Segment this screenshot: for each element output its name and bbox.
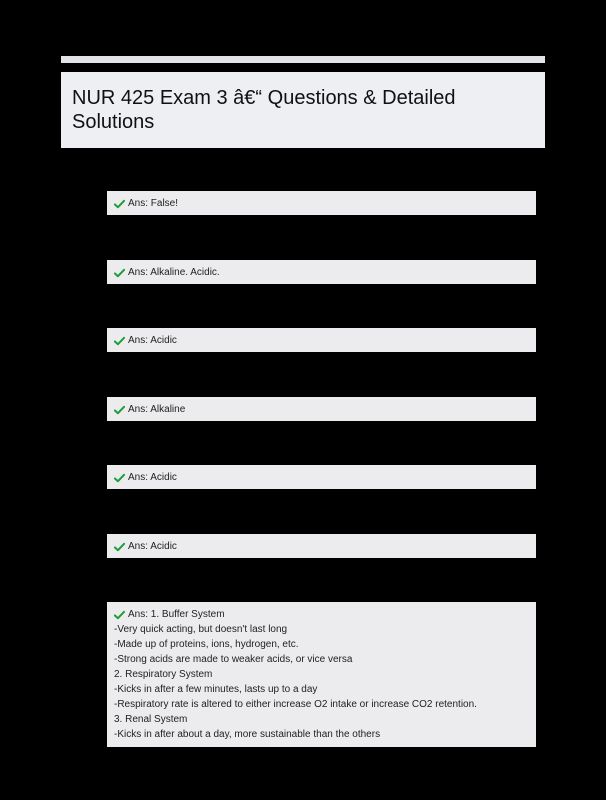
checkmark-icon: [114, 268, 125, 278]
answer-box-2: [107, 260, 536, 284]
answer-label: Ans: Acidic: [128, 472, 177, 483]
checkmark-icon: [114, 542, 125, 552]
header-rule: [61, 56, 545, 63]
answer-box-4: [107, 397, 536, 421]
answer-detail-line: -Kicks in after about a day, more sustainable than the others: [114, 729, 381, 740]
answer-detail-line: -Kicks in after a few minutes, lasts up to a day: [114, 684, 318, 695]
answer-detail-line: -Strong acids are made to weaker acids, or vice versa: [114, 654, 353, 665]
answer-label: Ans: False!: [128, 198, 179, 209]
answer-box-6: [107, 534, 536, 558]
answer-label: Ans: Acidic: [128, 335, 177, 346]
answer-detail-line: -Very quick acting, but doesn't last long: [114, 624, 288, 635]
answer-detail-line: 3. Renal System: [114, 714, 188, 725]
answer-label: Ans: Acidic: [128, 541, 177, 552]
answer-detail-line: 2. Respiratory System: [114, 669, 213, 680]
checkmark-icon: [114, 610, 125, 620]
answer-detail-line: -Made up of proteins, ions, hydrogen, etc.: [114, 639, 299, 650]
answer-box-5: [107, 465, 536, 489]
answer-detail-line: -Respiratory rate is altered to either increase O2 intake or increase CO2 retention.: [114, 699, 477, 710]
answer-label: Ans: 1. Buffer System: [128, 609, 225, 620]
checkmark-icon: [114, 473, 125, 483]
checkmark-icon: [114, 199, 125, 209]
checkmark-icon: [114, 405, 125, 415]
checkmark-icon: [114, 336, 125, 346]
answer-box-3: [107, 328, 536, 352]
document-title-box: [61, 72, 545, 148]
document-title: NUR 425 Exam 3 â€“ Questions & Detailed Solutions: [72, 87, 456, 133]
answer-label: Ans: Alkaline. Acidic.: [128, 267, 220, 278]
answer-box-1: [107, 191, 536, 215]
answer-box-7: [107, 602, 536, 747]
answer-label: Ans: Alkaline: [128, 404, 186, 415]
